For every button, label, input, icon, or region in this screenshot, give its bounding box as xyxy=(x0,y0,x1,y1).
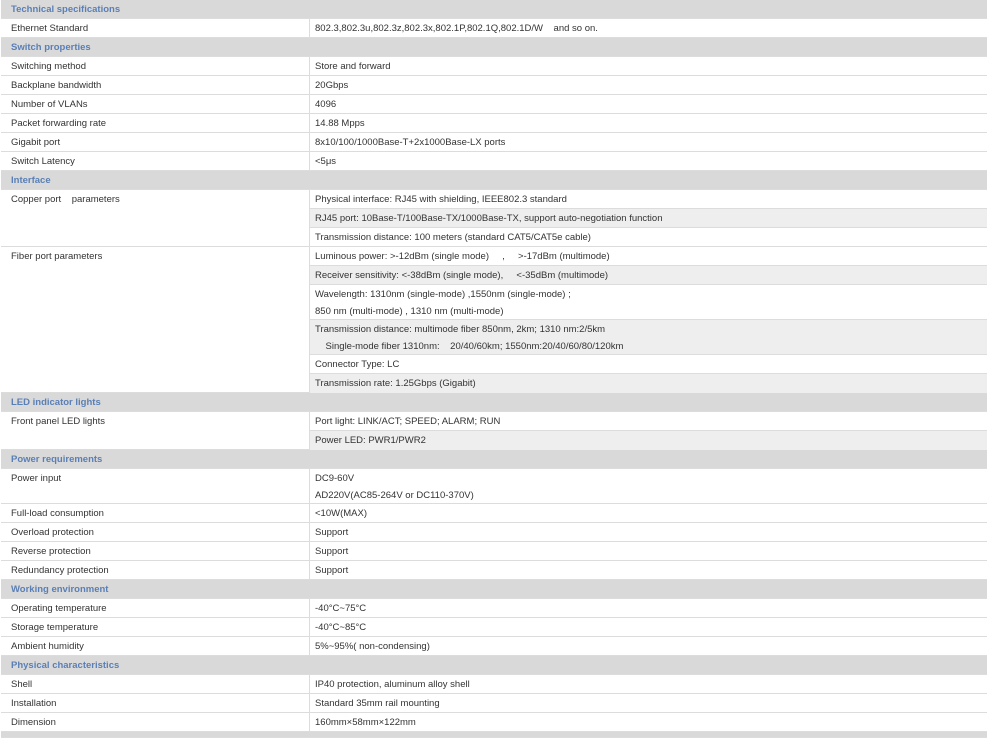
spec-label: Storage temperature xyxy=(11,622,99,633)
spec-label-cell xyxy=(1,675,310,693)
spec-value-line xyxy=(310,618,987,637)
spec-value-line xyxy=(310,152,987,171)
spec-label-cell xyxy=(1,504,310,522)
spec-value-cell xyxy=(310,114,987,132)
section-header xyxy=(1,450,987,469)
spec-value-line xyxy=(310,57,987,76)
spec-value-line xyxy=(310,637,987,656)
spec-value-line xyxy=(310,95,987,114)
spec-value-line xyxy=(310,320,987,355)
spec-row xyxy=(1,599,987,618)
spec-value: Luminous power: >-12dBm (single mode) , >-17dBm (multimode) xyxy=(315,251,610,262)
spec-value: <10W(MAX) xyxy=(315,508,367,519)
spec-value: Physical interface: RJ45 with shielding, IEEE802.3 standard xyxy=(315,194,567,205)
spec-value-cell xyxy=(310,412,987,449)
section-header xyxy=(1,656,987,675)
spec-label-cell xyxy=(1,412,310,449)
spec-label: Fiber port parameters xyxy=(11,251,103,262)
spec-value: IP40 protection, aluminum alloy shell xyxy=(315,679,470,690)
spec-value-line xyxy=(310,675,987,694)
spec-value-cell xyxy=(310,561,987,579)
section-title: Switch properties xyxy=(11,41,91,53)
section-title: Technical specifications xyxy=(11,3,121,15)
spec-label-cell xyxy=(1,618,310,636)
spec-value: 4096 xyxy=(315,99,337,110)
spec-row xyxy=(1,618,987,637)
section-header xyxy=(1,393,987,412)
spec-row xyxy=(1,412,987,450)
spec-value: Port light: LINK/ACT; SPEED; ALARM; RUN xyxy=(315,416,501,427)
spec-value-line xyxy=(310,542,987,561)
spec-label-cell xyxy=(1,57,310,75)
spec-label: Dimension xyxy=(11,717,56,728)
spec-value-line xyxy=(310,355,987,374)
spec-label: Operating temperature xyxy=(11,603,107,614)
spec-value: DC9-60V xyxy=(315,473,355,484)
table-footer-band xyxy=(1,732,987,738)
spec-row xyxy=(1,190,987,247)
section-header xyxy=(1,171,987,190)
spec-row xyxy=(1,637,987,656)
spec-row xyxy=(1,675,987,694)
spec-label: Ethernet Standard xyxy=(11,23,89,34)
spec-value-line xyxy=(310,561,987,580)
spec-label-cell xyxy=(1,542,310,560)
spec-value: Transmission rate: 1.25Gbps (Gigabit) xyxy=(315,378,476,389)
spec-row xyxy=(1,542,987,561)
spec-row xyxy=(1,95,987,114)
spec-value: RJ45 port: 10Base-T/100Base-TX/1000Base-TX, support auto-negotiation function xyxy=(315,213,663,224)
spec-value: 20Gbps xyxy=(315,80,349,91)
spec-value-line xyxy=(310,19,987,38)
spec-value: AD220V(AC85-264V or DC110-370V) xyxy=(315,490,474,501)
spec-value-line xyxy=(310,523,987,542)
spec-value-cell xyxy=(310,523,987,541)
spec-value-cell xyxy=(310,133,987,151)
spec-row xyxy=(1,523,987,542)
spec-value: -40°C~75°C xyxy=(315,603,367,614)
spec-value-cell xyxy=(310,618,987,636)
spec-value: 5%~95%( non-condensing) xyxy=(315,641,430,652)
spec-value-line xyxy=(310,694,987,713)
spec-label: Switching method xyxy=(11,61,86,72)
spec-label-cell xyxy=(1,713,310,731)
spec-label-cell xyxy=(1,76,310,94)
spec-label-cell xyxy=(1,561,310,579)
spec-row xyxy=(1,114,987,133)
spec-label: Redundancy protection xyxy=(11,565,109,576)
spec-label-cell xyxy=(1,523,310,541)
spec-value: Wavelength: 1310nm (single-mode) ,1550nm (single-mode) ; xyxy=(315,289,571,300)
spec-label: Installation xyxy=(11,698,57,709)
spec-value-cell xyxy=(310,76,987,94)
spec-value-line xyxy=(310,247,987,266)
spec-value: Support xyxy=(315,565,349,576)
spec-value-line xyxy=(310,285,987,320)
spec-label: Front panel LED lights xyxy=(11,416,105,427)
spec-value-line xyxy=(310,76,987,95)
spec-value: Power LED: PWR1/PWR2 xyxy=(315,435,426,446)
spec-label: Reverse protection xyxy=(11,546,91,557)
spec-value-cell xyxy=(310,542,987,560)
spec-label-cell xyxy=(1,247,310,392)
spec-label-cell xyxy=(1,599,310,617)
spec-value-cell xyxy=(310,504,987,522)
spec-row xyxy=(1,152,987,171)
spec-value: 802.3,802.3u,802.3z,802.3x,802.1P,802.1Q,802.1D/W and so on. xyxy=(315,23,598,34)
spec-label: Full-load consumption xyxy=(11,508,104,519)
spec-value-cell xyxy=(310,675,987,693)
spec-label-cell xyxy=(1,19,310,37)
spec-value-cell xyxy=(310,713,987,731)
spec-value-cell xyxy=(310,599,987,617)
section-header xyxy=(1,38,987,57)
spec-label: Packet forwarding rate xyxy=(11,118,107,129)
spec-label-cell xyxy=(1,637,310,655)
spec-row xyxy=(1,57,987,76)
spec-value-line xyxy=(310,412,987,431)
spec-value-line xyxy=(310,431,987,450)
spec-label-cell xyxy=(1,114,310,132)
spec-value-line xyxy=(310,504,987,523)
spec-label: Ambient humidity xyxy=(11,641,84,652)
spec-value-cell xyxy=(310,190,987,246)
spec-row xyxy=(1,713,987,732)
spec-value: <5μs xyxy=(315,156,337,167)
spec-row xyxy=(1,504,987,523)
spec-label-cell xyxy=(1,190,310,246)
spec-value-cell xyxy=(310,57,987,75)
spec-value: Support xyxy=(315,546,349,557)
spec-value-line xyxy=(310,374,987,393)
spec-label-cell xyxy=(1,133,310,151)
spec-value: 14.88 Mpps xyxy=(315,118,365,129)
spec-value: Transmission distance: multimode fiber 850nm, 2km; 1310 nm:2/5km xyxy=(315,324,606,335)
spec-label: Shell xyxy=(11,679,33,690)
spec-value-line xyxy=(310,228,987,247)
spec-label: Gigabit port xyxy=(11,137,61,148)
spec-label-cell xyxy=(1,694,310,712)
spec-label-cell xyxy=(1,152,310,170)
section-title: LED indicator lights xyxy=(11,396,101,408)
spec-value: Transmission distance: 100 meters (standard CAT5/CAT5e cable) xyxy=(315,232,591,243)
spec-value: -40°C~85°C xyxy=(315,622,367,633)
spec-value: Connector Type: LC xyxy=(315,359,400,370)
spec-label-cell xyxy=(1,469,310,503)
spec-value-cell xyxy=(310,637,987,655)
spec-value-cell xyxy=(310,247,987,392)
spec-value-line xyxy=(310,599,987,618)
spec-value: Standard 35mm rail mounting xyxy=(315,698,440,709)
spec-row xyxy=(1,133,987,152)
spec-label: Number of VLANs xyxy=(11,99,88,110)
spec-value-line xyxy=(310,190,987,209)
spec-value: Support xyxy=(315,527,349,538)
spec-label: Backplane bandwidth xyxy=(11,80,102,91)
section-title: Interface xyxy=(11,174,51,186)
spec-value-cell xyxy=(310,95,987,113)
spec-value-line xyxy=(310,469,987,504)
spec-row xyxy=(1,76,987,95)
spec-row xyxy=(1,469,987,504)
spec-value-line xyxy=(310,266,987,285)
spec-value: Store and forward xyxy=(315,61,391,72)
spec-value-cell xyxy=(310,152,987,170)
section-title: Working environment xyxy=(11,583,109,595)
spec-value-cell xyxy=(310,469,987,503)
spec-value-line xyxy=(310,114,987,133)
spec-row xyxy=(1,561,987,580)
spec-label: Power input xyxy=(11,473,62,484)
spec-row xyxy=(1,19,987,38)
spec-value-line xyxy=(310,713,987,732)
spec-value-cell xyxy=(310,694,987,712)
spec-label: Overload protection xyxy=(11,527,94,538)
spec-label-cell xyxy=(1,95,310,113)
spec-value: Single-mode fiber 1310nm: 20/40/60km; 1550nm:20/40/60/80/120km xyxy=(315,341,624,352)
spec-label: Copper port parameters xyxy=(11,194,120,205)
section-title: Physical characteristics xyxy=(11,659,120,671)
spec-value-line xyxy=(310,133,987,152)
spec-row xyxy=(1,247,987,393)
section-title: Power requirements xyxy=(11,453,103,465)
spec-value-line xyxy=(310,209,987,228)
spec-value: 850 nm (multi-mode) , 1310 nm (multi-mode) xyxy=(315,306,504,317)
spec-value: Receiver sensitivity: <-38dBm (single mode), <-35dBm (multimode) xyxy=(315,270,609,281)
spec-label: Switch Latency xyxy=(11,156,75,167)
section-header xyxy=(1,0,987,19)
spec-row xyxy=(1,694,987,713)
spec-value: 8x10/100/1000Base-T+2x1000Base-LX ports xyxy=(315,137,506,148)
spec-value-cell xyxy=(310,19,987,37)
section-header xyxy=(1,580,987,599)
spec-value: 160mm×58mm×122mm xyxy=(315,717,416,728)
